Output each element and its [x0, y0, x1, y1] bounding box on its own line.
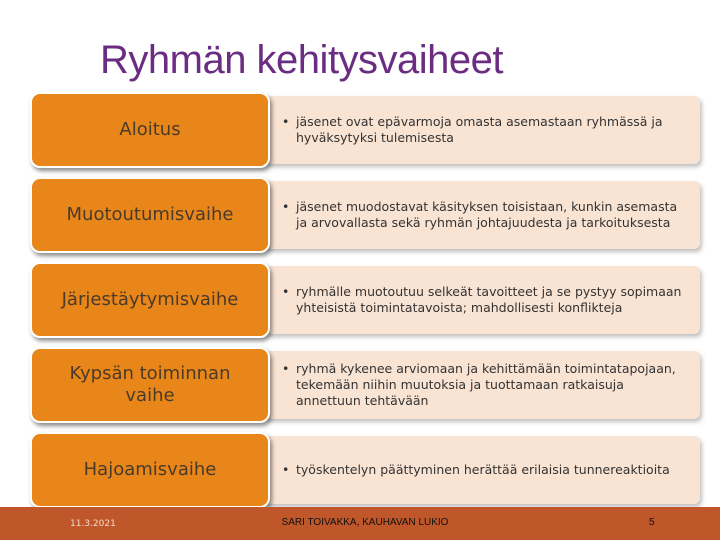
stage-description-box [264, 436, 700, 504]
bullet-icon: • [282, 462, 290, 477]
stage-label-box [30, 177, 270, 253]
stage-label: Hajoamisvaihe [83, 459, 217, 480]
stage-description [282, 114, 686, 146]
stage-label: Aloitus [119, 119, 181, 140]
stage-row [30, 92, 702, 170]
footer-date: 11.3.2021 [70, 519, 116, 529]
slide-title: Ryhmän kehitysvaiheet [100, 38, 504, 82]
page-number: 5 [649, 517, 655, 528]
stage-description [282, 199, 686, 231]
stage-row [30, 262, 702, 340]
stage-description [282, 462, 670, 478]
stage-label-box [30, 432, 270, 508]
stage-description-box [264, 266, 700, 334]
footer-author: SARI TOIVAKKA, KAUHAVAN LUKIO [281, 517, 449, 528]
stage-description-text: ryhmälle muotoutuu selkeät tavoitteet ja se pystyy sopimaan yhteisistä toimintatavoista; mahdollisesti konflikteja [296, 284, 682, 315]
stage-description [282, 284, 686, 316]
stage-description-text: ryhmä kykenee arviomaan ja kehittämään toimintatapojaan, tekemään niihin muutoksia ja tuottamaan ratkaisuja annettuun tehtävään [296, 361, 676, 408]
stage-label-box [30, 92, 270, 168]
stage-description-text: työskentelyn päättyminen herättää erilaisia tunnereaktioita [296, 462, 670, 477]
bullet-icon: • [282, 284, 290, 299]
stage-label-box [30, 262, 270, 338]
stage-description-text: jäsenet muodostavat käsityksen toisistaan, kunkin asemasta ja arvovallasta sekä ryhmän johtajuudesta ja tarkoituksesta [296, 199, 678, 230]
bullet-icon: • [282, 361, 290, 376]
stage-row [30, 177, 702, 255]
stage-description-box [264, 351, 700, 419]
stage-row [30, 432, 702, 510]
bullet-icon: • [282, 199, 290, 214]
stage-description [282, 361, 686, 409]
stage-label: Järjestäytymisvaihe [61, 289, 239, 310]
stage-label-box [30, 347, 270, 423]
stage-label: Muotoutumisvaihe [66, 204, 234, 225]
stage-description-text: jäsenet ovat epävarmoja omasta asemastaan ryhmässä ja hyväksytyksi tulemisesta [296, 114, 663, 145]
bullet-icon: • [282, 114, 290, 129]
stage-row [30, 347, 702, 425]
stage-description-box [264, 181, 700, 249]
stage-label: Kypsän toiminnan vaihe [69, 363, 231, 406]
stage-description-box [264, 96, 700, 164]
